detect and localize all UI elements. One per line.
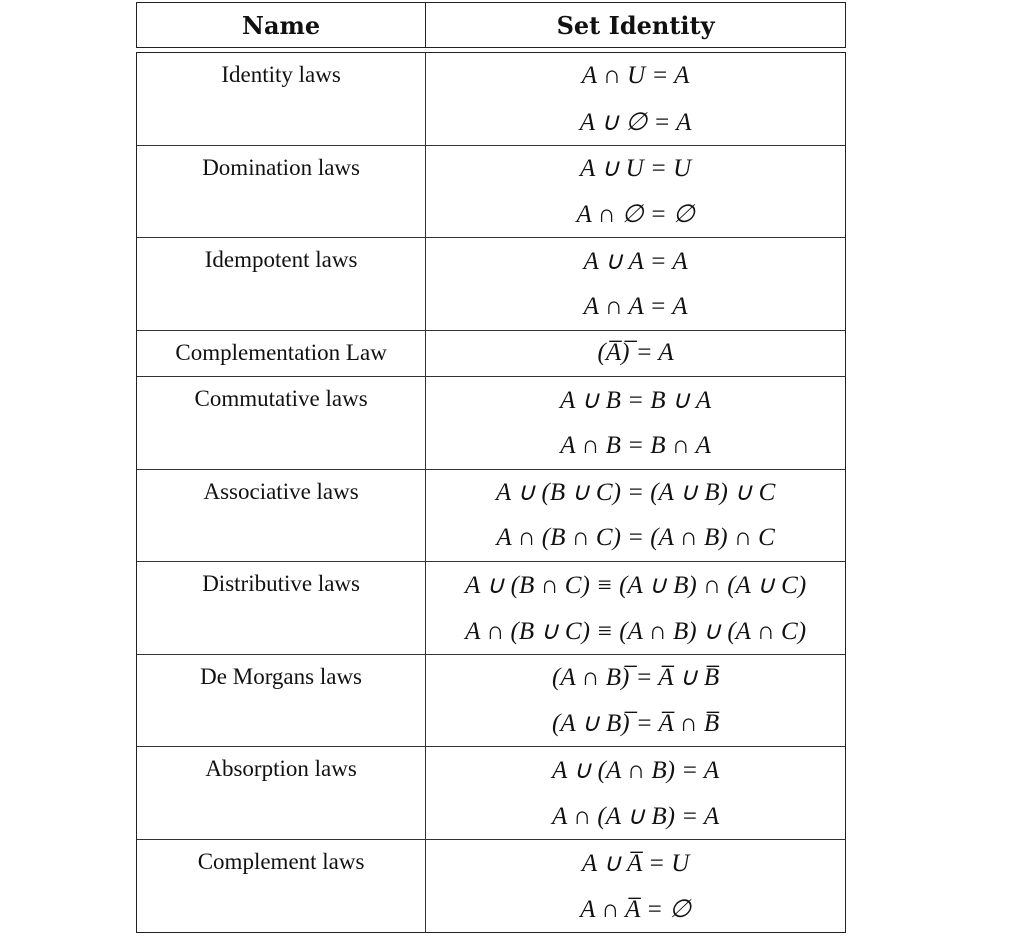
identity-formula: A ∪ (A ∩ B) = A <box>552 756 720 784</box>
table-header <box>136 2 846 48</box>
table-row <box>137 331 845 378</box>
identity-formula: A ∪ A = A <box>583 247 688 275</box>
identity-formula: A ∩ A = A <box>583 292 688 320</box>
law-identities <box>426 840 845 933</box>
law-name: Identity laws <box>137 53 426 145</box>
identity-formula: A ∪ (B ∪ C) = (A ∪ B) ∪ C <box>495 479 776 507</box>
header-name: Name <box>137 3 426 47</box>
identity-formula: A ∩ U = A <box>581 61 690 89</box>
identity-formula: A ∪ (B ∩ C) ≡ (A ∪ B) ∩ (A ∪ C) <box>465 571 807 599</box>
law-identities <box>426 377 845 469</box>
law-identities <box>426 53 845 145</box>
law-identities <box>426 238 845 330</box>
table-row <box>137 655 845 748</box>
law-name: De Morgans laws <box>137 655 426 747</box>
table-row <box>137 840 845 933</box>
law-name: Complement laws <box>137 840 426 933</box>
law-identities <box>426 655 845 747</box>
identity-formula: A ∩ ∅ = ∅ <box>576 201 695 229</box>
identity-formula: A ∪ B = B ∪ A <box>560 386 712 414</box>
law-identities <box>426 470 845 562</box>
law-name: Commutative laws <box>137 377 426 469</box>
identity-formula: A ∩ (A ∪ B) = A <box>552 802 720 830</box>
table-row <box>137 238 845 331</box>
table-row <box>137 146 845 239</box>
law-name: Complementation Law <box>137 331 426 377</box>
identity-formula: A ∩ B = B ∩ A <box>560 431 711 459</box>
identity-formula: A ∪ U = U <box>580 155 692 183</box>
law-identities <box>426 747 845 839</box>
law-identities <box>426 331 845 377</box>
table-row <box>137 470 845 563</box>
law-name: Absorption laws <box>137 747 426 839</box>
identity-formula: A ∩ A̅ = ∅ <box>580 895 692 923</box>
law-name: Idempotent laws <box>137 238 426 330</box>
table-row <box>137 562 845 655</box>
identity-formula: A ∩ (B ∩ C) = (A ∩ B) ∩ C <box>496 524 775 552</box>
law-identities <box>426 146 845 238</box>
set-identities-table <box>136 2 846 933</box>
table-body <box>136 52 846 933</box>
law-identities <box>426 562 845 654</box>
identity-formula: (A ∩ B)̅ = A̅ ∪ B̅ <box>552 664 720 692</box>
table-row <box>137 377 845 470</box>
table-row <box>137 747 845 840</box>
table-row <box>137 53 845 146</box>
header-set-identity: Set Identity <box>556 10 715 40</box>
identity-formula: (A̅)̅ = A <box>597 339 674 367</box>
identity-formula: A ∪ ∅ = A <box>579 108 692 136</box>
identity-formula: A ∪ A̅ = U <box>581 849 690 877</box>
identity-formula: A ∩ (B ∪ C) ≡ (A ∩ B) ∪ (A ∩ C) <box>465 617 807 645</box>
identity-formula: (A ∪ B)̅ = A̅ ∩ B̅ <box>552 710 720 738</box>
law-name: Domination laws <box>137 146 426 238</box>
law-name: Distributive laws <box>137 562 426 654</box>
law-name: Associative laws <box>137 470 426 562</box>
